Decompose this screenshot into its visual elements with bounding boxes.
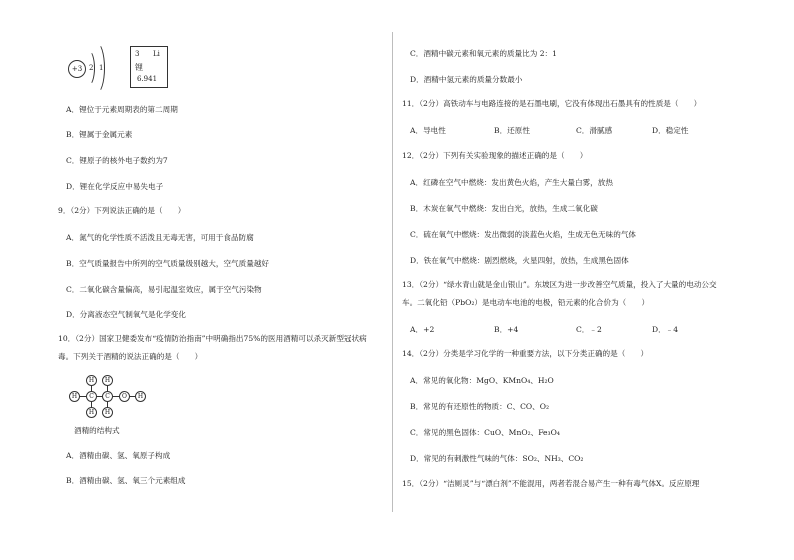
q13-option-b: B．+4	[494, 325, 519, 334]
q13-stem-line-2: 车。二氧化铅（PbO₂）是电动车电池的电极，铅元素的化合价为（ ）	[402, 298, 650, 307]
shell-2-count: 1	[99, 64, 104, 72]
atom-h: H	[102, 375, 113, 386]
q10-option-a: A．酒精由碳、氢、氧原子构成	[66, 451, 171, 460]
element-mass: 6.941	[137, 75, 158, 83]
ethanol-structure-diagram	[66, 372, 156, 422]
q9-option-b: B．空气质量报告中所列的空气质量级别越大，空气质量越好	[66, 259, 270, 268]
q9-stem: 9．（2分）下列说法正确的是（ ）	[58, 206, 186, 215]
q9-option-d: D．分离液态空气制氧气是化学变化	[66, 310, 186, 319]
element-name: 锂	[135, 63, 143, 72]
q11-option-b: B．还原性	[494, 126, 530, 135]
q11-stem: 11．（2分）高铁动车与电路连接的是石墨电刷，它没有体现出石墨具有的性质是（ ）	[402, 99, 702, 108]
shell-1-count: 2	[89, 64, 94, 72]
atom-h: H	[69, 391, 80, 402]
q14-stem: 14．（2分）分类是学习化学的一种重要方法，以下分类正确的是（ ）	[402, 349, 649, 358]
q10-option-d: D．酒精中氢元素的质量分数最小	[410, 75, 523, 84]
q15-stem: 15．（2分）“洁厕灵”与“漂白剂”不能混用，两者若混合易产生一种有毒气体X。反应原理	[402, 479, 700, 488]
q13-option-c: C．﹣2	[576, 325, 602, 334]
atom-o: O	[119, 391, 130, 402]
q13-option-d: D．﹣4	[652, 325, 679, 334]
q10-option-b: B．酒精由碳、氢、氧三个元素组成	[66, 476, 186, 485]
q8-option-b: B．锂属于金属元素	[66, 130, 133, 139]
atom-c: C	[102, 391, 113, 402]
q14-option-c: C．常见的黑色固体：CuO、MnO₂、Fe₃O₄	[410, 428, 560, 437]
q8-option-c: C．锂原子的核外电子数约为7	[66, 156, 168, 165]
q10-stem-line-2: 毒。下列关于酒精的说法正确的是（ ）	[58, 352, 203, 361]
q13-option-a: A．+2	[410, 325, 435, 334]
lithium-atom-diagram	[62, 40, 122, 90]
atom-h: H	[135, 391, 146, 402]
q11-option-c: C．滑腻感	[576, 126, 613, 135]
column-divider	[392, 32, 393, 512]
q10-stem-line-1: 10．（2分）国家卫健委发布“疫情防治指南”中明确指出75%的医用酒精可以杀灭新型冠状病	[58, 334, 367, 343]
q12-stem: 12．（2分）下列有关实验现象的描述正确的是（ ）	[402, 151, 588, 160]
q11-option-a: A．导电性	[410, 126, 446, 135]
q14-option-d: D．常见的有刺激性气味的气体：SO₂、NH₃、CO₂	[410, 454, 584, 463]
q14-option-b: B．常见的有还原性的物质：C、CO、O₂	[410, 402, 550, 411]
atom-nucleus: +3	[68, 60, 86, 78]
element-card-lithium	[130, 46, 168, 88]
element-number: 3	[135, 50, 140, 58]
q12-option-d: D．铁在氧气中燃烧：剧烈燃烧，火星四射，放热，生成黑色固体	[410, 256, 629, 265]
q9-option-c: C．二氧化碳含量偏高，易引起温室效应，属于空气污染物	[66, 285, 262, 294]
q12-option-b: B．木炭在氧气中燃烧：发出白光，放热，生成二氧化碳	[410, 204, 598, 213]
q12-option-c: C．硫在氧气中燃烧：发出微弱的淡蓝色火焰，生成无色无味的气体	[410, 230, 637, 239]
q12-option-a: A．红磷在空气中燃烧：发出黄色火焰，产生大量白雾，放热	[410, 178, 613, 187]
atom-h: H	[86, 375, 97, 386]
q8-option-a: A．锂位于元素周期表的第二周期	[66, 105, 178, 114]
q14-option-a: A．常见的氧化物：MgO、KMnO₄、H₂O	[410, 376, 554, 385]
q9-option-a: A．氮气的化学性质不活泼且无毒无害，可用于食品防腐	[66, 233, 254, 242]
atom-h: H	[102, 407, 113, 418]
q8-option-d: D．锂在化学反应中易失电子	[66, 182, 164, 191]
molecule-caption: 酒精的结构式	[74, 426, 120, 435]
atom-c: C	[86, 391, 97, 402]
q13-stem-line-1: 13．（2分）“绿水青山就是金山银山”。东坡区为进一步改善空气质量，投入了大量的电动公交	[402, 280, 717, 289]
q11-option-d: D．稳定性	[652, 126, 689, 135]
atom-h: H	[86, 407, 97, 418]
q10-option-c: C．酒精中碳元素和氧元素的质量比为 2：1	[410, 49, 557, 58]
element-symbol: Li	[153, 50, 160, 58]
